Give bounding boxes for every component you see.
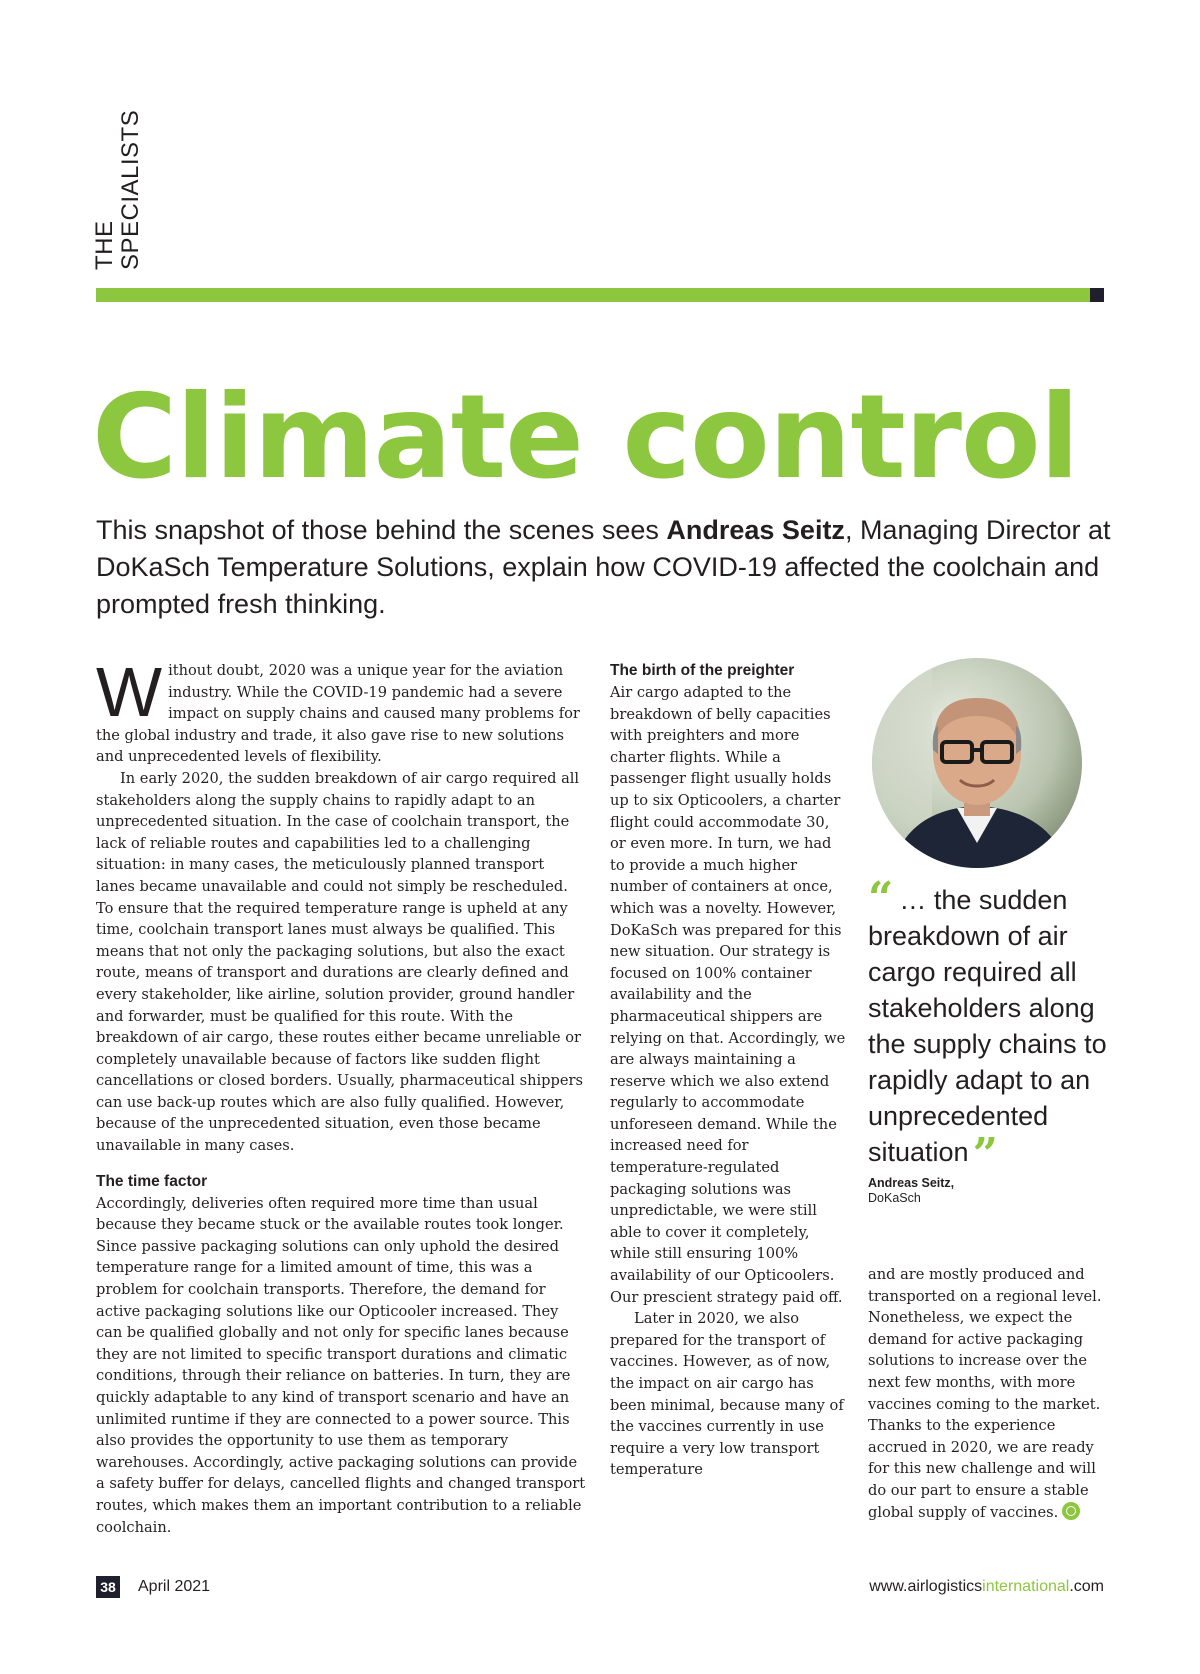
standfirst-name: Andreas Seitz (666, 515, 845, 545)
paragraph-4: Air cargo adapted to the breakdown of belly capacities with preighters and more charter flights. While a passenger flight usually holds up to six Opticoolers, a charter flight could accommodate 30, or even more. In turn, we had to provide a much higher number of containers at once, which was a novelty. However, DoKaSch was prepared for this new situation. Our strategy is focused on 100% container availability and the pharmaceutical shippers are relying on that. Accordingly, we are always maintaining a reserve which we also extend regularly to accommodate unforeseen demand. While the increased need for temperature-regulated packaging solutions was unpredictable, we were still able to cover it completely, while still ensuring 100% availability of our Opticoolers. Our prescient strategy paid off. (610, 684, 846, 1306)
standfirst-before: This snapshot of those behind the scenes sees (96, 515, 667, 545)
subhead-time-factor: The time factor (96, 1172, 208, 1190)
open-quote-icon: “ (868, 873, 894, 924)
close-quote-icon: ” (972, 1129, 998, 1180)
article-column-3 (868, 1264, 1104, 1523)
url-mid: international (982, 1578, 1070, 1595)
issue-date: April 2021 (138, 1578, 211, 1595)
header-rule-end (1090, 288, 1104, 302)
end-mark-icon (1062, 1502, 1080, 1520)
portrait-photo (872, 658, 1082, 868)
paragraph-5: Later in 2020, we also prepared for the transport of vaccines. However, as of now, the impact on air cargo has been minimal, because many of the vaccines currently in use require a very low transport temperature (610, 1310, 844, 1479)
paragraph-6 (868, 1264, 1104, 1523)
article-column-1 (96, 653, 586, 1538)
url-start: www.airlogistics (869, 1578, 983, 1595)
pull-quote-text: … the sudden breakdown of air cargo required all stakeholders along the supply chains to rapidly adapt to an unprecedented situation (868, 885, 1107, 1167)
header-rule (96, 288, 1090, 302)
paragraph-2: In early 2020, the sudden breakdown of air cargo required all stakeholders along the supply chains to rapidly adapt to an unprecedented situation. In the case of coolchain transport, the lack of reliable routes and capabilities led to a challenging situation: in many cases, the meticulously planned transport lanes became unavailable and could not simply be rescheduled. To ensure that the required temperature range is upheld at any time, coolchain transport lanes must always be qualified. This means that not only the packaging solutions, but also the exact route, means of transport and durations are clearly defined and every stakeholder, like airline, solution provider, ground handler and forwarder, must be qualified for this route. With the breakdown of air cargo, these routes either became unreliable or completely unavailable because of factors like sudden flight cancellations or closed borders. Usually, pharmaceutical shippers can use back-up routes which are also fully qualified. However, because of the unprecedented situation, even those became unavailable in many cases. (96, 769, 583, 1155)
article-column-2 (610, 660, 846, 1481)
paragraph-6-text: and are mostly produced and transported on a regional level. Nonetheless, we expect the demand for active packaging solutions to increase over the next few months, with more vaccines coming to the market. Thanks to the experience accrued in 2020, we are ready for this new challenge and will do our part to ensure a stable global supply of vaccines. (868, 1266, 1102, 1521)
subhead-preighter: The birth of the preighter (610, 662, 795, 679)
pull-quote-company: DoKaSch (868, 1191, 921, 1205)
section-label (92, 110, 152, 270)
pull-quote-author: Andreas Seitz, (868, 1176, 955, 1190)
standfirst (96, 512, 1126, 623)
paragraph-1-text: ithout doubt, 2020 was a unique year for the aviation industry. While the COVID-19 pandemic had a severe impact on supply chains and caused many problems for the global industry and trade, it also gave rise to new solutions and unprecedented levels of flexibility. (96, 662, 580, 766)
page-number: 38 (96, 1576, 120, 1598)
pull-quote (868, 873, 1108, 1180)
section-label-line1: THE (91, 220, 118, 270)
pull-quote-attribution (868, 1176, 1108, 1206)
standfirst-after: , Managing Director at DoKaSch Temperature Solutions, explain how COVID-19 affected the coolchain and prompted fresh thinking. (96, 515, 1111, 619)
url-end: .com (1069, 1578, 1104, 1595)
paragraph-1 (96, 653, 586, 768)
portrait-illustration (872, 658, 1082, 868)
website-url[interactable] (869, 1576, 1104, 1598)
article-title: Climate control (92, 370, 1079, 505)
section-label-line2: SPECIALISTS (117, 109, 144, 270)
paragraph-3: Accordingly, deliveries often required more time than usual because they became stuck or the available routes took longer. Since passive packaging solutions can only uphold the desired temperature range for a limited amount of time, this was a problem for coolchain transports. Therefore, the demand for active packaging solutions like our Opticooler increased. They can be qualified globally and not only for specific lanes because they are not limited to specific transport durations and climatic conditions, through their reliance on batteries. In turn, they are quickly adaptable to any kind of transport scenario and have an unlimited runtime if they are connected to a power source. This also provides the opportunity to use them as temporary warehouses. Accordingly, active packaging solutions can provide a safety buffer for delays, cancelled flights and changed transport routes, which makes them an important contribution to a reliable coolchain. (96, 1194, 586, 1536)
drop-cap: W (96, 653, 163, 731)
